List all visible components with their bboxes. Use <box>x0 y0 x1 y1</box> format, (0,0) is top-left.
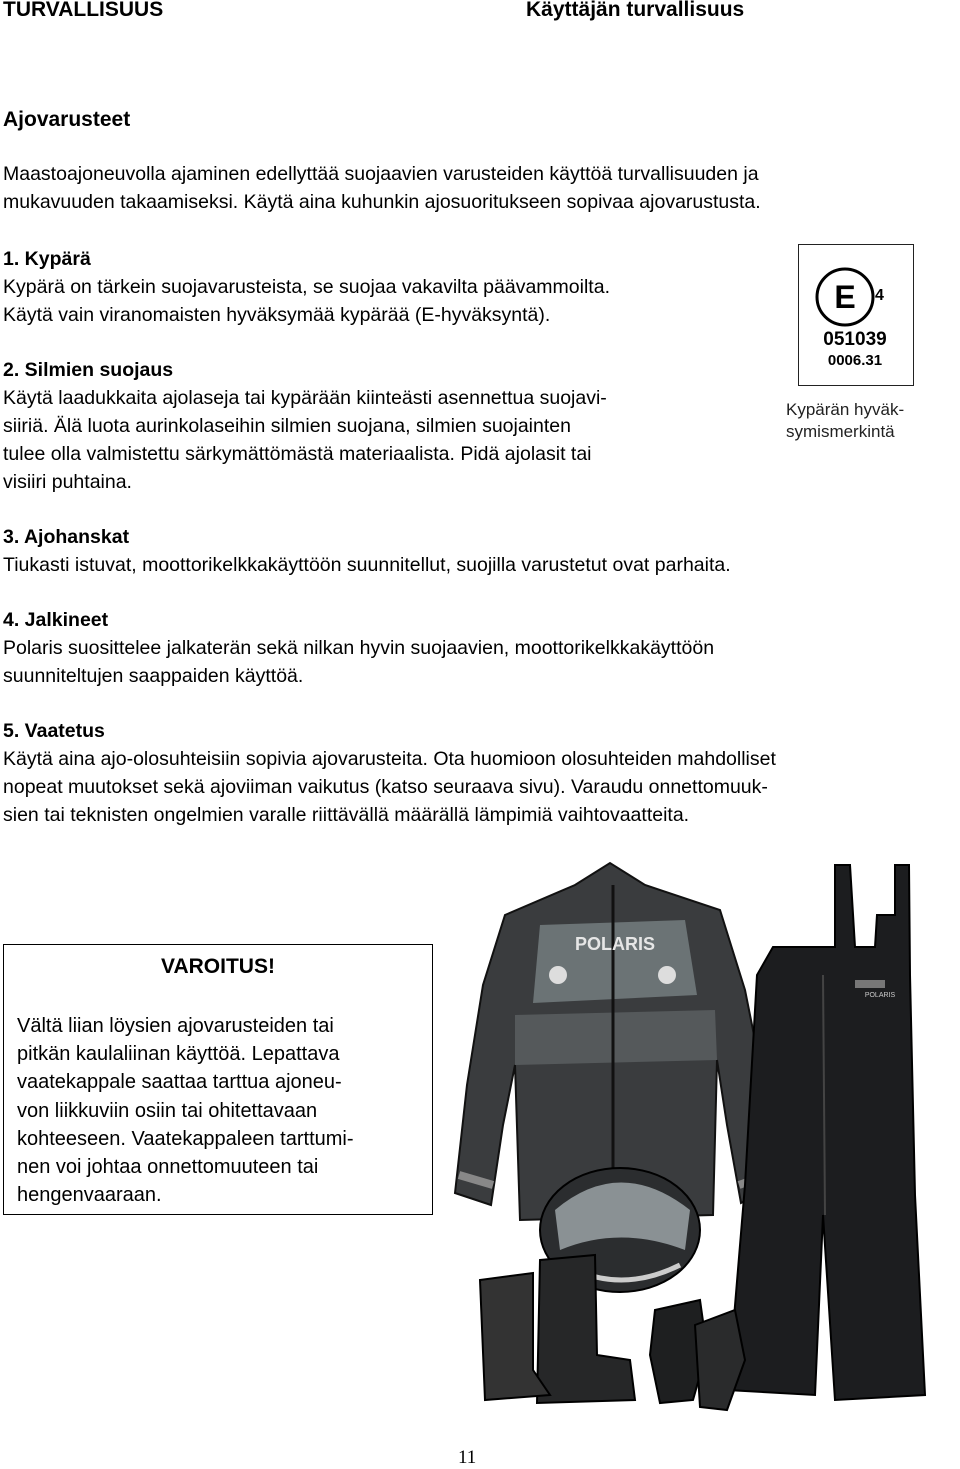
item-line: Käytä vain viranomaisten hyväksymää kypärää (E-hyväksyntä). <box>3 304 551 326</box>
item-gloves <box>3 523 731 579</box>
warning-line: pitkän kaulaliinan käyttöä. Lepattava <box>17 1043 340 1066</box>
warning-line: hengenvaaraan. <box>17 1184 162 1207</box>
caption-line: symismerkintä <box>786 422 895 441</box>
item-line: Käytä aina ajo-olosuhteisiin sopivia ajovarusteita. Ota huomioon olosuhteiden mahdolliset <box>3 748 776 770</box>
warning-line: vaatekappale saattaa tarttua ajoneu- <box>17 1071 342 1094</box>
e-mark-country: 4 <box>875 287 884 304</box>
item-heading: 5. Vaatetus <box>3 720 105 742</box>
intro-line: mukavuuden takaamiseksi. Käytä aina kuhunkin ajosuoritukseen sopivaa ajovarustusta. <box>3 191 761 213</box>
bib-pants-icon <box>728 865 925 1400</box>
helmet-approval-mark <box>798 244 914 386</box>
header-section-title: TURVALLISUUS <box>3 0 164 21</box>
item-line: tulee olla valmistettu särkymättömästä materiaalista. Pidä ajolasit tai <box>3 443 592 465</box>
e-mark-number: 051039 <box>823 329 887 350</box>
section-title: Ajovarusteet <box>3 108 131 131</box>
warning-line: Vältä liian löysien ajovarusteiden tai <box>17 1015 334 1037</box>
intro-paragraph <box>3 160 761 216</box>
header-chapter-title: Käyttäjän turvallisuus <box>526 0 745 21</box>
item-clothing <box>3 717 776 829</box>
page-number: 11 <box>458 1447 477 1468</box>
item-line: Kypärä on tärkein suojavarusteista, se suojaa vakavilta päävammoilta. <box>3 276 610 298</box>
item-heading: 1. Kypärä <box>3 248 91 270</box>
item-heading: 3. Ajohanskat <box>3 526 130 548</box>
item-line: Käytä laadukkaita ajolaseja tai kypärään kiinteästi asennettua suojavi- <box>3 387 607 409</box>
item-helmet <box>3 245 610 329</box>
warning-title: VAROITUS! <box>161 955 275 978</box>
caption-line: Kypärän hyväk- <box>786 400 905 419</box>
warning-line: nen voi johtaa onnettomuuteen tai <box>17 1156 319 1179</box>
item-line: sien tai teknisten ongelmien varalle riittävällä määrällä lämpimiä vaihtovaatteita. <box>3 804 690 826</box>
warning-line: von liikkuviin osiin tai ohitettavaan <box>17 1099 318 1122</box>
item-eye-protection <box>3 356 607 496</box>
warning-text <box>17 1012 354 1209</box>
pants-brand-label: POLARIS <box>864 992 896 999</box>
e-mark-code: 0006.31 <box>827 352 883 369</box>
item-line: siiriä. Älä luota aurinkolaseihin silmien suojana, silmien suojainten <box>3 415 571 437</box>
item-line: visiiri puhtaina. <box>3 471 132 493</box>
approval-mark-caption <box>786 399 904 443</box>
jacket-brand-label: POLARIS <box>574 934 656 954</box>
item-heading: 4. Jalkineet <box>3 609 109 631</box>
warning-box <box>3 944 433 1215</box>
gloves-icon <box>650 1300 745 1410</box>
item-footwear <box>3 606 714 690</box>
warning-line: kohteeseen. Vaatekappaleen tarttumi- <box>17 1127 354 1150</box>
riding-gear-illustration <box>445 855 960 1415</box>
e-mark-icon <box>799 245 912 384</box>
item-heading: 2. Silmien suojaus <box>3 359 174 381</box>
item-line: suunniteltujen saappaiden käyttöä. <box>3 665 304 687</box>
jacket-icon <box>455 863 775 1220</box>
e-mark-letter: E <box>834 279 856 315</box>
item-line: nopeat muutokset sekä ajoviiman vaikutus (katso seuraava sivu). Varaudu onnettomuuk- <box>3 776 768 798</box>
item-line: Tiukasti istuvat, moottorikelkkakäyttöön suunnitellut, suojilla varustetut ovat parhaita. <box>3 554 731 576</box>
intro-line: Maastoajoneuvolla ajaminen edellyttää suojaavien varusteiden käyttöä turvallisuuden ja <box>3 163 759 185</box>
item-line: Polaris suosittelee jalkaterän sekä nilkan hyvin suojaavien, moottorikelkkakäyttöön <box>3 637 715 659</box>
